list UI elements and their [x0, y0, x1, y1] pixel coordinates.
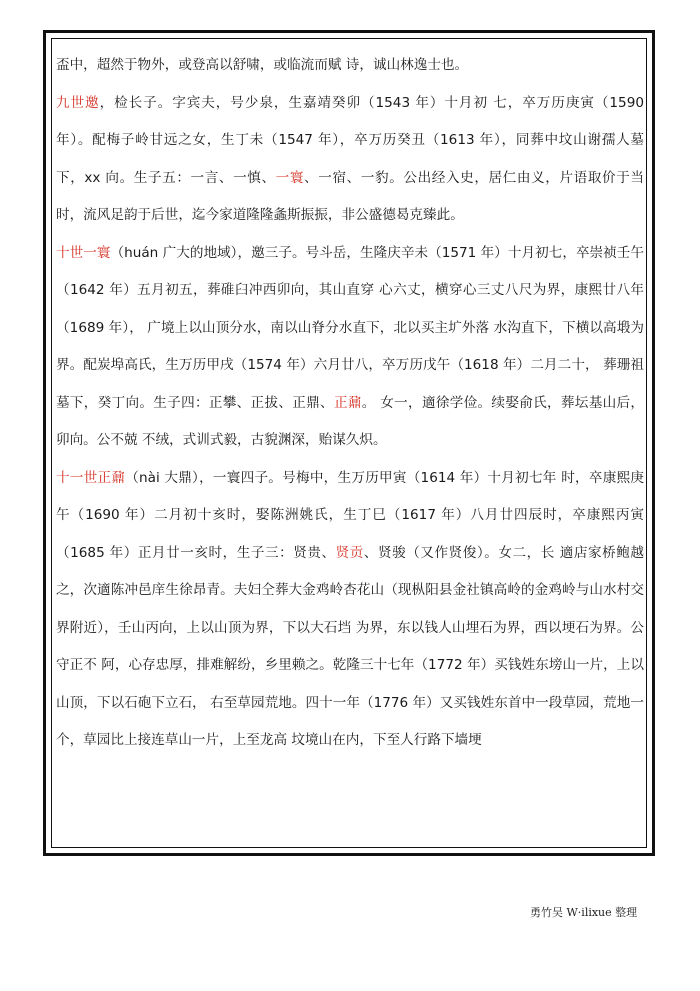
- entry-text-continued: 、贤骏（又作贤俊）。女二，长 適店家桥鲍越之，次適陈冲邑庠生徐昂青。夫妇仝葬大金鸡岭杏花山（现枞阳县金社镇高岭的金鸡岭与山水村交界附近），壬山丙向，上以山顶为界，下以大石垱 为界，东以钱人山埋石为界，西以埂石为界。公守正不 阿，心存忠厚，排难解纷，乡里赖之。乾隆三十七年（1772 年）买钱姓东塝山一片，上以山顶，下以石砲下立石， 右至草园荒地。四十一年（1776 年）又买钱姓东首中一段草园，荒地一个，草园比上接连草山一片，上至龙高 坟境山在内，下至人行路下墙埂: [56, 544, 644, 748]
- page-frame: [43, 30, 655, 856]
- entry-text: （nài 大鼎），一寰四子。号梅中，生万历甲寅（1614 年）十月初七年 时，卒康熙庚午（1690 年）二月初十亥时，娶陈洲姚氏，生丁巳（1617 年）八月廿四辰时，卒康熙丙寅（1685 年）正月廿一亥时，生子三：贤贵、: [56, 469, 644, 561]
- highlighted-child: 一寰: [275, 169, 305, 186]
- highlighted-child: 贤贡: [335, 544, 364, 561]
- entry-text: （huán 广大的地域），邀三子。号斗岳，生隆庆辛未（1571 年）十月初七，卒崇祯壬午（1642 年）五月初五，葬碓臼冲西卯向，其山直穿 心六丈，横穿心三丈八尺为界，康熙廿八年（1689 年）， 广境上以山顶分水，南以山脊分水直下，北以买主圹外落 水沟直下，下横以高塅为界。配炭埠高氏，生万历甲戌（1574 年）六月廿八，卒万历戊午（1618 年）二月二十， 葬珊祖墓下，癸丁向。生子四：正攀、正拔、正鼎、: [56, 244, 644, 411]
- entry-name: 十世一寰: [56, 244, 111, 261]
- paragraph-continuation: [56, 47, 644, 85]
- entry-ninth-generation: [56, 85, 644, 235]
- entry-name: 十一世正鼐: [56, 469, 126, 486]
- continuation-text: 盃中，超然于物外，或登高以舒啸，或临流而赋 诗，诚山林逸士也。: [56, 57, 469, 73]
- entry-text-continued: 、一宿、一豹。公出经入史，居仁由义，片语取价于当时，流风足韵于后世，迄今家道隆隆螽斯振振，非公盛德曷克臻此。: [56, 169, 645, 223]
- entry-tenth-generation: [56, 235, 644, 460]
- compiler-signature: 勇竹吴 W·ilixue 整理: [530, 906, 638, 919]
- highlighted-child: 正鼐: [333, 394, 362, 411]
- entry-text: ，检长子。字宾夫，号少泉，生嘉靖癸卯（1543 年）十月初 七，卒万历庚寅（1590 年）。配梅子岭甘远之女，生丁未（1547 年），卒万历癸丑（1613 年），同葬中坟山谢孺人墓 下，xx 向。生子五：一言、一慎、: [56, 94, 644, 186]
- entry-name: 九世邀: [56, 94, 100, 111]
- genealogy-text: [56, 47, 644, 760]
- entry-text-continued: 。 女一，適徐学俭。续娶俞氏，葬坛基山后，卯向。公不兢 不绒，式训式毅，古貌渊深，贻谋久炽。: [56, 394, 644, 448]
- entry-eleventh-generation: [56, 460, 644, 760]
